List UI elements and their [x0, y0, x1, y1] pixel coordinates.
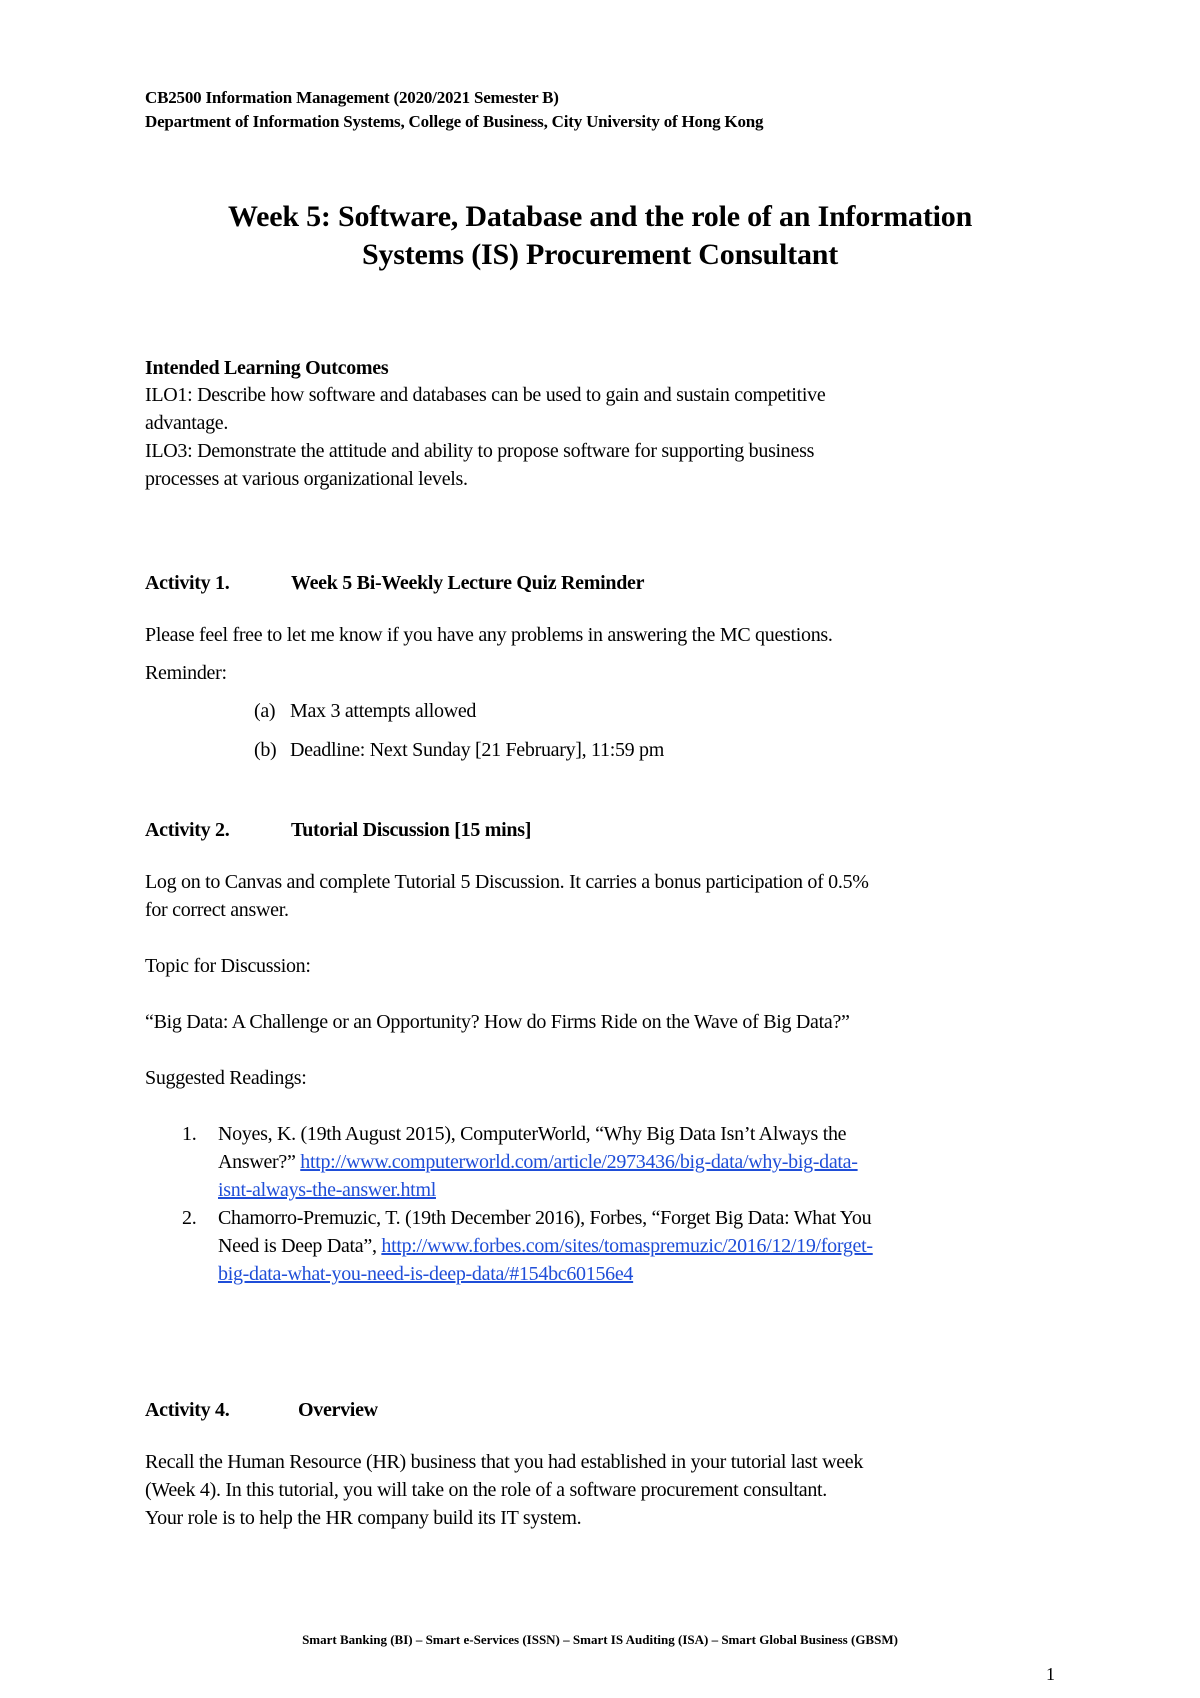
reminder-label: Reminder:: [145, 662, 227, 684]
reading-citation-text: Answer?”: [218, 1151, 301, 1173]
reminder-item-marker: (a): [254, 700, 276, 722]
discussion-topic: “Big Data: A Challenge or an Opportunity? How do Firms Ride on the Wave of Big Data?”: [145, 1011, 850, 1033]
readings-label: Suggested Readings:: [145, 1067, 307, 1089]
reading-citation: Chamorro-Premuzic, T. (19th December 2016), Forbes, “Forget Big Data: What You: [218, 1207, 872, 1229]
activity-2-title: Tutorial Discussion [15 mins]: [291, 819, 532, 841]
activity-1-label: Activity 1.: [145, 572, 230, 594]
reminder-item-marker: (b): [254, 739, 277, 761]
reminder-item-text: Max 3 attempts allowed: [290, 700, 477, 722]
page-title-line-1: Week 5: Software, Database and the role of an Information: [227, 200, 973, 233]
reminder-item-text: Deadline: Next Sunday [21 February], 11:59 pm: [290, 739, 665, 761]
page-title-line-2: Systems (IS) Procurement Consultant: [361, 238, 839, 271]
reading-link[interactable]: isnt-always-the-answer.html: [218, 1179, 436, 1201]
ilo-line: advantage.: [145, 412, 229, 434]
page-number: 1: [1046, 1664, 1055, 1684]
activity-4-label: Activity 4.: [145, 1399, 230, 1421]
reading-citation-text: Need is Deep Data”,: [218, 1235, 382, 1257]
activity-4-text: (Week 4). In this tutorial, you will take on the role of a software procurement consultant.: [145, 1479, 827, 1501]
reading-link[interactable]: big-data-what-you-need-is-deep-data/#154bc60156e4: [218, 1263, 634, 1285]
reading-link[interactable]: http://www.computerworld.com/article/2973436/big-data/why-big-data-: [300, 1151, 858, 1173]
ilo-line: ILO1: Describe how software and databases can be used to gain and sustain competitive: [145, 384, 826, 406]
activity-4-title: Overview: [298, 1399, 378, 1421]
activity-2-text: for correct answer.: [145, 899, 289, 921]
reading-citation-cont: [218, 1148, 858, 1176]
ilo-line: processes at various organizational levels.: [145, 468, 468, 490]
ilo-line: ILO3: Demonstrate the attitude and ability to propose software for supporting business: [145, 440, 815, 462]
reading-number: 1.: [182, 1123, 197, 1145]
reading-number: 2.: [182, 1207, 197, 1229]
activity-1-title: Week 5 Bi-Weekly Lecture Quiz Reminder: [291, 572, 645, 594]
activity-2-label: Activity 2.: [145, 819, 230, 841]
activity-2-text: Log on to Canvas and complete Tutorial 5 Discussion. It carries a bonus participation of 0.5%: [145, 871, 869, 893]
topic-label: Topic for Discussion:: [145, 955, 311, 977]
reading-citation: Noyes, K. (19th August 2015), ComputerWorld, “Why Big Data Isn’t Always the: [218, 1123, 847, 1145]
activity-4-text: Your role is to help the HR company build its IT system.: [145, 1507, 582, 1529]
activity-1-text: Please feel free to let me know if you have any problems in answering the MC questions.: [145, 624, 833, 646]
course-header: CB2500 Information Management (2020/2021 Semester B): [145, 88, 559, 107]
footer-text: Smart Banking (BI) – Smart e-Services (ISSN) – Smart IS Auditing (ISA) – Smart Global Business (GBSM): [302, 1632, 898, 1647]
reading-citation-cont: [218, 1232, 873, 1260]
department-header: Department of Information Systems, College of Business, City University of Hong Kong: [145, 112, 764, 131]
activity-4-text: Recall the Human Resource (HR) business that you had established in your tutorial last week: [145, 1451, 864, 1473]
reading-link[interactable]: http://www.forbes.com/sites/tomaspremuzic/2016/12/19/forget-: [381, 1235, 873, 1257]
ilo-heading: Intended Learning Outcomes: [145, 357, 389, 379]
